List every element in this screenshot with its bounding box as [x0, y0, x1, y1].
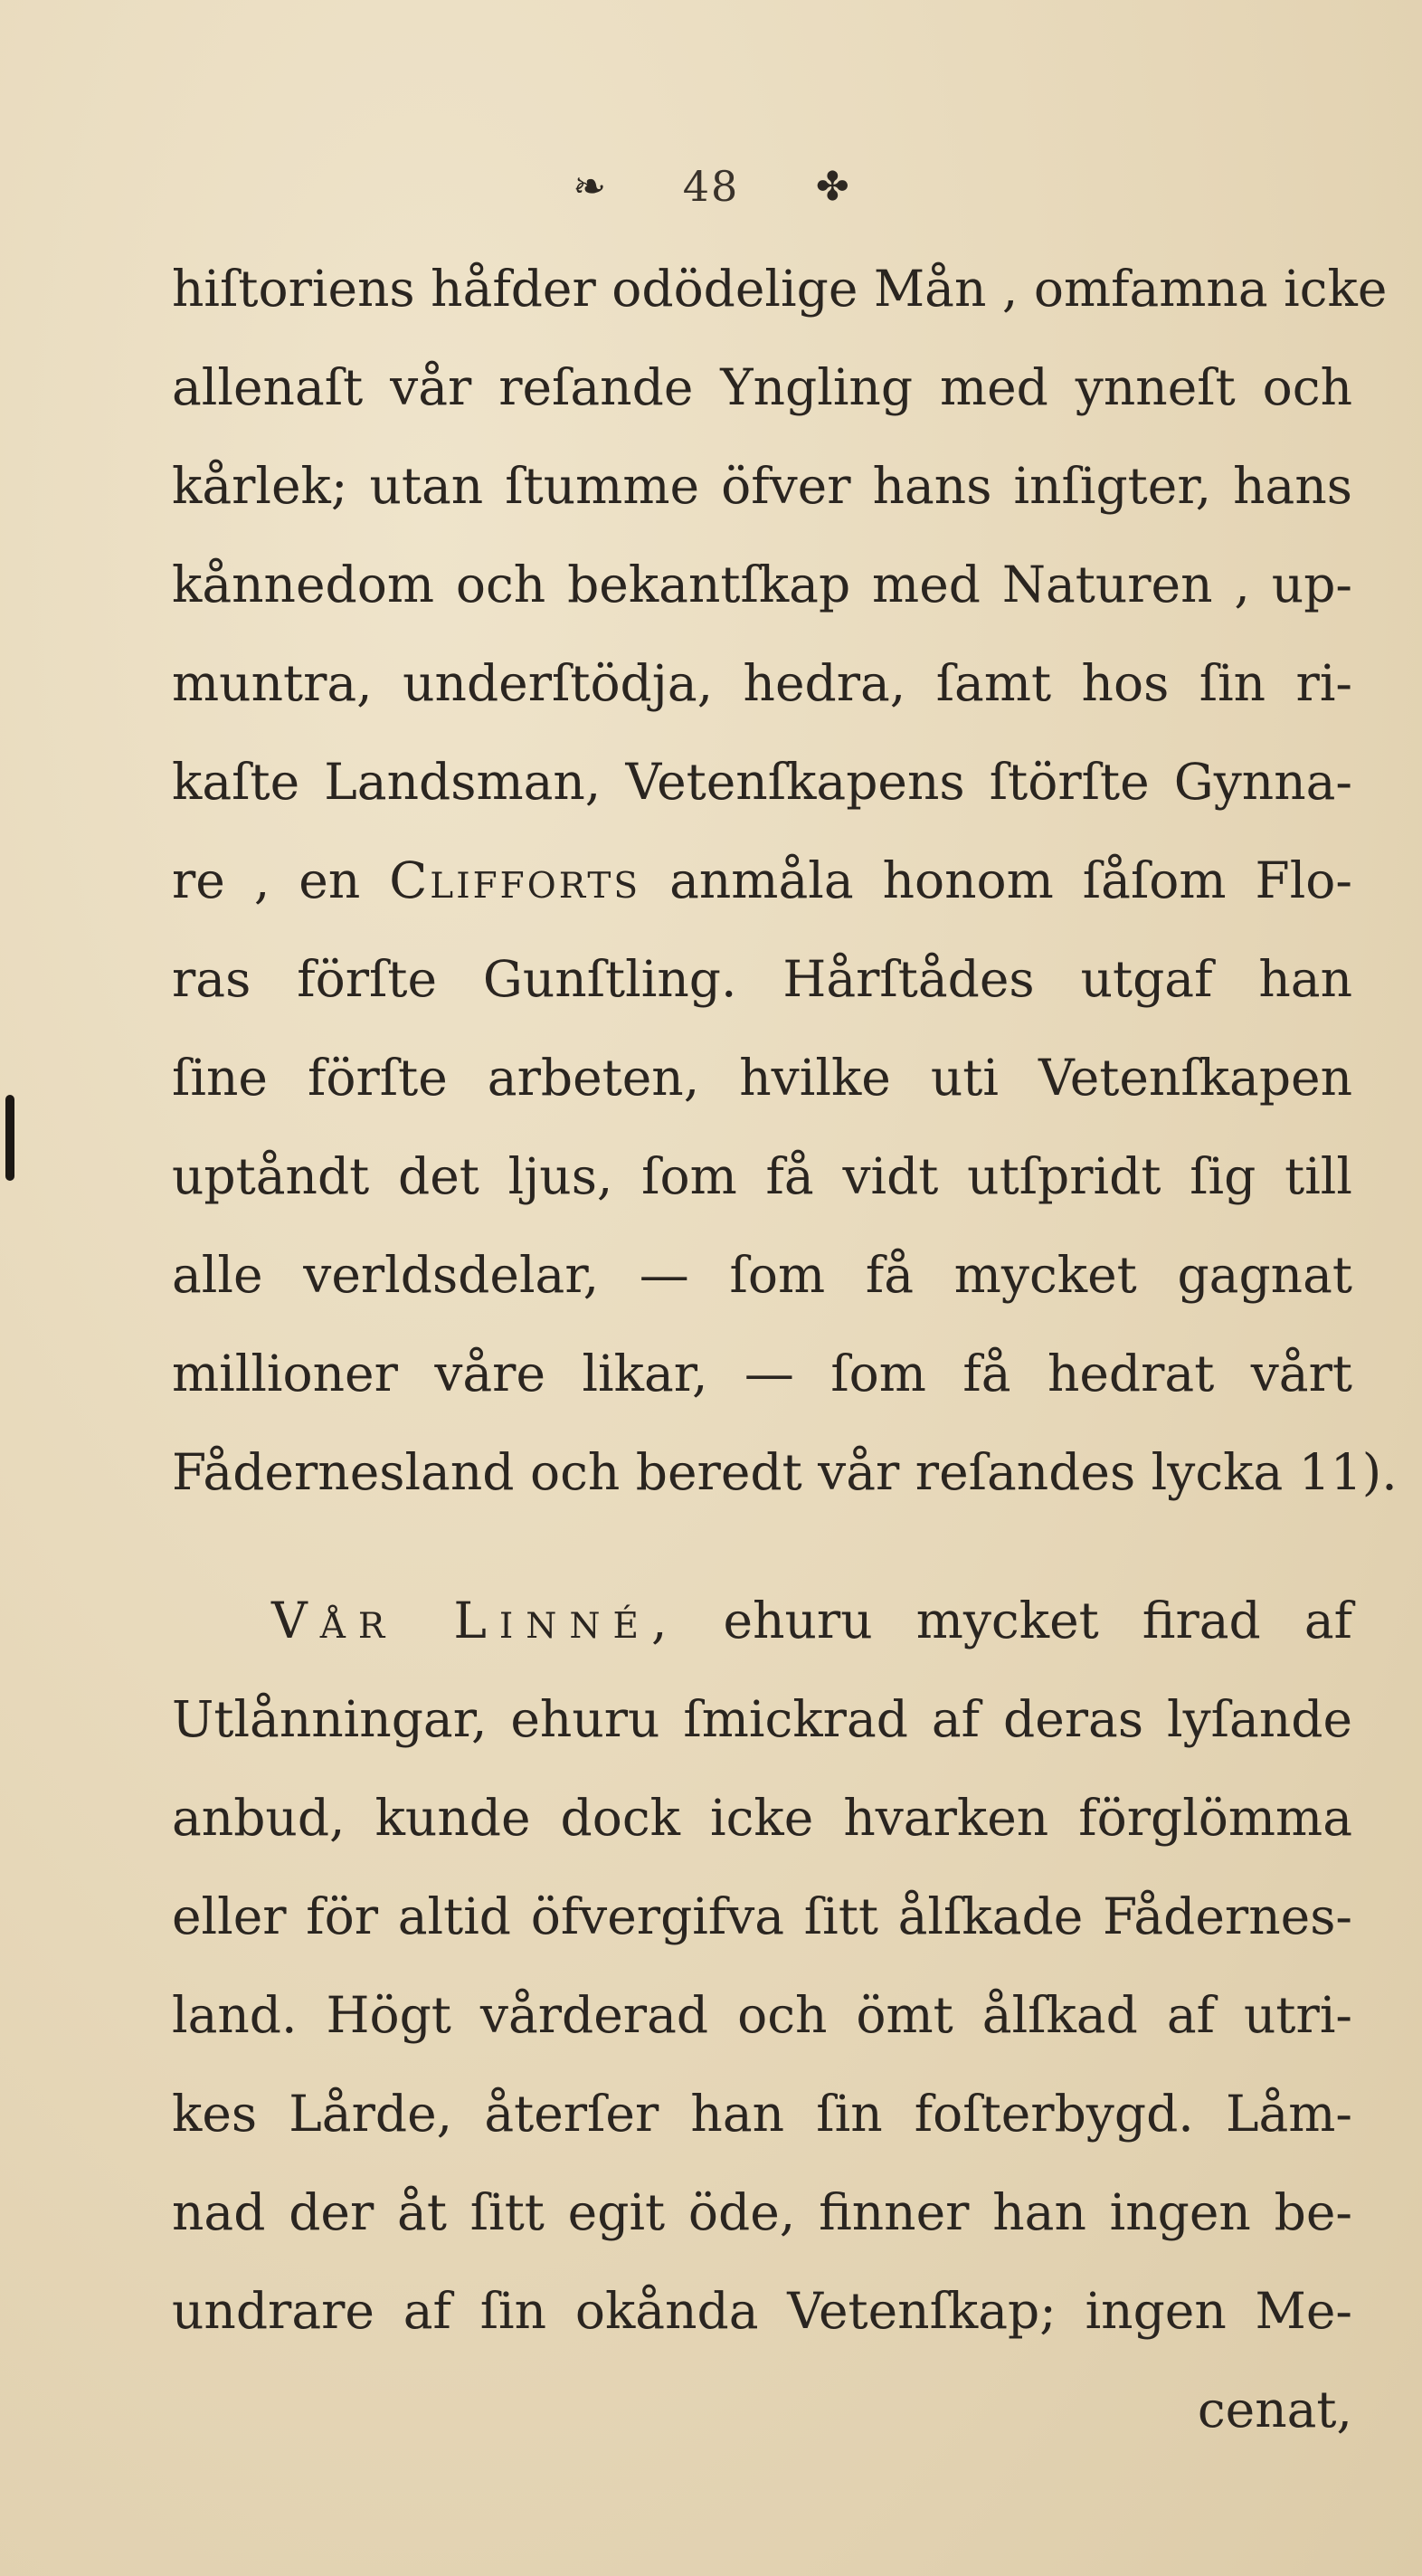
text-line: land. Högt vårderad och ömt ålſkad af utri-	[172, 1986, 1352, 2044]
text-line: ras förſte Gunſtling. Hårſtådes utgaf han	[172, 950, 1352, 1008]
text-line: kaſte Landsman, Vetenſkapens ſtörſte Gynna-	[172, 753, 1352, 811]
text-line: kånnedom och bekantſkap med Naturen , up-	[172, 556, 1352, 613]
page-number: 48	[682, 162, 740, 211]
text-line: eller för altid öfvergifva ſitt ålſkade Fådernes-	[172, 1887, 1352, 1945]
catchword: cenat,	[1197, 2381, 1352, 2438]
text-line: uptåndt det ljus, ſom få vidt utſpridt ſig till	[172, 1147, 1352, 1205]
text-line: alle verldsdelar, — ſom få mycket gagnat	[172, 1246, 1352, 1304]
text-line: allenaſt vår reſande Yngling med ynneſt och	[172, 358, 1352, 416]
left-ornament: ❧	[573, 163, 607, 210]
text-line: Fådernesland och beredt vår reſandes lycka 11).	[172, 1443, 1398, 1501]
text-line: hiſtoriens håfder odödelige Mån , omfamna icke	[172, 260, 1388, 318]
person-name: Vår Linné,	[271, 1592, 680, 1649]
text-line	[172, 832, 1352, 930]
text-line: Utlånningar, ehuru ſmickrad af deras lyſande	[172, 1690, 1352, 1748]
text-line: kårlek; utan ſtumme öfver hans inſigter, hans	[172, 457, 1352, 515]
text-line: millioner våre likar, — ſom få hedrat vårt	[172, 1345, 1352, 1402]
text-line: muntra, underſtödja, hedra, ſamt hos ſin ri-	[172, 654, 1352, 712]
paragraph-1	[172, 240, 1398, 1522]
person-name: Clifforts	[389, 851, 641, 909]
line-segment: anmåla honom ſåſom Flo-	[640, 851, 1352, 909]
line-segment: ehuru mycket firad af	[679, 1592, 1352, 1649]
text-line: anbud, kunde dock icke hvarken förglömma	[172, 1789, 1352, 1847]
line-segment: re , en	[172, 851, 390, 909]
margin-mark	[5, 1095, 14, 1181]
text-line: kes Lårde, återſer han ſin foſterbygd. Låm-	[172, 2085, 1352, 2143]
right-ornament: ✤	[815, 163, 849, 210]
text-line	[172, 1572, 1352, 1670]
page-header	[0, 158, 1422, 211]
body-text	[172, 240, 1398, 2459]
text-line: nad der åt ſitt egit öde, finner han ingen be-	[172, 2183, 1352, 2241]
paragraph-2	[172, 1572, 1352, 2459]
text-line: ſine förſte arbeten, hvilke uti Vetenſkapen	[172, 1049, 1352, 1107]
text-line: undrare af ſin okånda Vetenſkap; ingen Me-	[172, 2282, 1352, 2340]
